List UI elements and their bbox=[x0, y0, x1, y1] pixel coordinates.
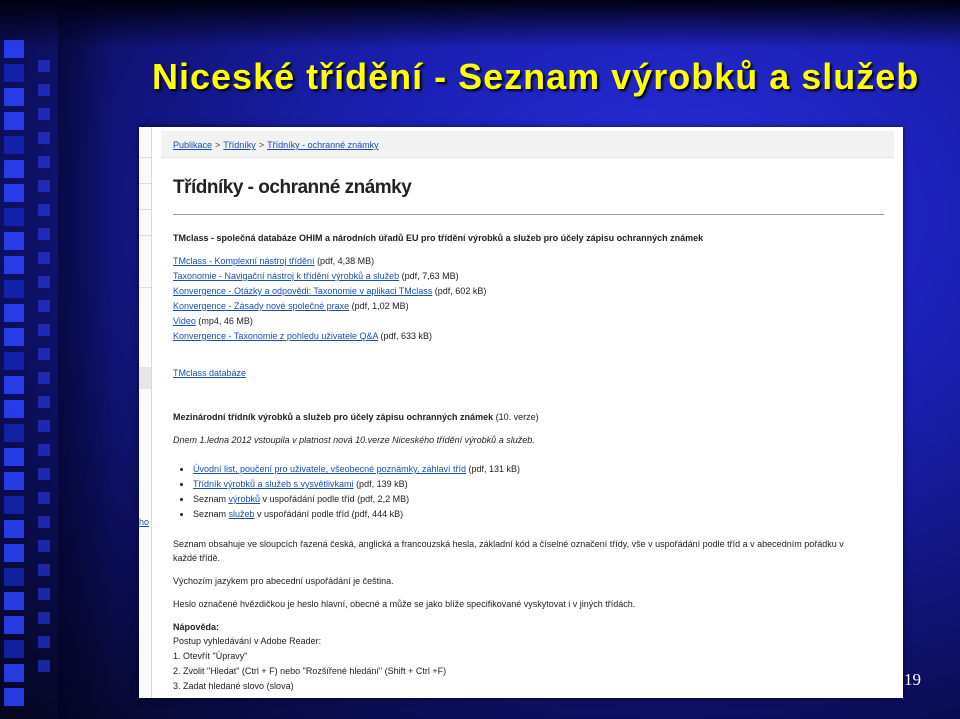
decorative-square bbox=[4, 88, 24, 106]
nice-heading bbox=[173, 412, 539, 422]
file-meta: v uspořádání podle tříd (pdf, 444 kB) bbox=[254, 509, 404, 519]
decorative-square bbox=[4, 424, 24, 442]
breadcrumb-separator: > bbox=[215, 140, 221, 150]
list-item bbox=[193, 509, 403, 519]
decorative-square bbox=[38, 540, 50, 552]
decorative-square bbox=[4, 280, 24, 298]
decorative-square bbox=[4, 232, 24, 250]
konvergence-qa-link[interactable]: Konvergence - Otázky a odpovědi: Taxonomie v aplikaci TMclass bbox=[173, 286, 433, 296]
decorative-square bbox=[4, 616, 24, 634]
decorative-square bbox=[4, 592, 24, 610]
list-item bbox=[193, 479, 408, 489]
decorative-square bbox=[4, 256, 24, 274]
decorative-square bbox=[38, 84, 50, 96]
decorative-square bbox=[38, 324, 50, 336]
decorative-square bbox=[38, 564, 50, 576]
file-meta: (mp4, 46 MB) bbox=[195, 316, 253, 326]
help-title: Nápověda: bbox=[173, 622, 220, 632]
list-item bbox=[173, 286, 486, 296]
file-meta: (pdf, 1,02 MB) bbox=[349, 301, 409, 311]
bullet-prefix: Seznam bbox=[193, 509, 229, 519]
decorative-square bbox=[4, 376, 24, 394]
decorative-square bbox=[38, 108, 50, 120]
decorative-square bbox=[4, 448, 24, 466]
decorative-square bbox=[4, 472, 24, 490]
decorative-square bbox=[4, 64, 24, 82]
description-line: Výchozím jazykem pro abecední uspořádání je čeština. bbox=[173, 576, 394, 586]
konvergence-taxonomie-link[interactable]: Konvergence - Taxonomie z pohledu uživatele Q&A bbox=[173, 331, 378, 341]
file-meta: (pdf, 4,38 MB) bbox=[314, 256, 375, 266]
decorative-square bbox=[38, 492, 50, 504]
breadcrumb-bar bbox=[161, 131, 894, 158]
sluzeb-link[interactable]: služeb bbox=[228, 509, 255, 519]
description-line: Seznam obsahuje ve sloupcích řazená česká, anglická a francouzská hesla, základní kód a číselné označení třídy, vše v uspořádání podle tříd a v abecedním pořádku v bbox=[173, 539, 844, 549]
decorative-square bbox=[38, 252, 50, 264]
page-title: Třídníky - ochranné známky bbox=[173, 177, 412, 198]
video-link[interactable]: Video bbox=[173, 316, 196, 326]
decorative-square bbox=[4, 496, 24, 514]
file-meta: (pdf, 7,63 MB) bbox=[399, 271, 459, 281]
decorative-square bbox=[38, 228, 50, 240]
description-line: Heslo označené hvězdičkou je heslo hlavní, obecné a může se jako blíže specifikované vyskytovat i v jiných třídách. bbox=[173, 599, 636, 609]
decorative-square bbox=[4, 664, 24, 682]
decorative-square bbox=[4, 568, 24, 586]
webpage-screenshot bbox=[139, 127, 903, 698]
decorative-square bbox=[38, 300, 50, 312]
decorative-square bbox=[38, 156, 50, 168]
left-nav-link[interactable]: ho bbox=[139, 517, 150, 527]
list-item bbox=[173, 368, 246, 378]
file-meta: (pdf, 602 kB) bbox=[432, 286, 487, 296]
decorative-square bbox=[38, 204, 50, 216]
list-item bbox=[173, 301, 409, 311]
decorative-square bbox=[38, 132, 50, 144]
decorative-squares-small bbox=[38, 60, 60, 680]
decorative-strip bbox=[58, 0, 114, 719]
bullet-icon bbox=[180, 483, 183, 486]
decorative-square bbox=[38, 612, 50, 624]
help-step: 2. Zvolit "Hledat" (Ctrl + F) nebo "Rozšířené hledání" (Shift + Ctrl +F) bbox=[173, 666, 447, 676]
decorative-square bbox=[4, 400, 24, 418]
nice-note: Dnem 1.ledna 2012 vstoupila v platnost nová 10.verze Niceského třídění výrobků a služeb. bbox=[173, 435, 535, 445]
breadcrumb bbox=[173, 140, 379, 150]
nice-heading-title: Mezinárodní třídník výrobků a služeb pro účely zápisu ochranných známek bbox=[173, 412, 494, 422]
decorative-square bbox=[4, 328, 24, 346]
page-number: 19 bbox=[904, 670, 921, 689]
decorative-square bbox=[38, 372, 50, 384]
tmclass-db-link[interactable]: TMclass databáze bbox=[173, 368, 247, 378]
bullet-prefix: Seznam bbox=[193, 494, 229, 504]
decorative-square bbox=[4, 184, 24, 202]
file-meta: (pdf, 139 kB) bbox=[353, 479, 408, 489]
help-intro: Postup vyhledávání v Adobe Reader: bbox=[173, 636, 322, 646]
list-item bbox=[193, 464, 520, 474]
breadcrumb-item-publikace[interactable]: Publikace bbox=[173, 140, 213, 150]
decorative-square bbox=[38, 588, 50, 600]
decorative-square bbox=[4, 160, 24, 178]
left-nav-highlight bbox=[139, 367, 151, 389]
decorative-square bbox=[38, 660, 50, 672]
uvodni-list-link[interactable]: Úvodní list, poučení pro uživatele, všeobecné poznámky, záhlaví tříd bbox=[193, 464, 466, 474]
breadcrumb-item-tridniky[interactable]: Třídníky bbox=[223, 140, 256, 150]
decorative-square bbox=[4, 112, 24, 130]
decorative-square bbox=[38, 60, 50, 72]
file-meta: v uspořádání podle tříd (pdf, 2,2 MB) bbox=[260, 494, 410, 504]
decorative-square bbox=[4, 352, 24, 370]
decorative-square bbox=[4, 544, 24, 562]
decorative-square bbox=[38, 180, 50, 192]
decorative-square bbox=[4, 520, 24, 538]
decorative-squares bbox=[4, 40, 30, 710]
vyrobku-link[interactable]: výrobků bbox=[228, 494, 261, 504]
divider bbox=[173, 214, 884, 215]
decorative-square bbox=[38, 636, 50, 648]
decorative-square bbox=[38, 468, 50, 480]
description-line: každé třídě. bbox=[173, 553, 221, 563]
help-step: 3. Zadat hledané slovo (slova) bbox=[173, 681, 294, 691]
tmclass-heading: TMclass - společná databáze OHIM a národních úřadů EU pro třídění výrobků a služeb pro účely zápisu ochranných známek bbox=[173, 233, 704, 243]
bullet-icon bbox=[180, 498, 183, 501]
tridnik-link[interactable]: Třídník výrobků a služeb s vysvětlivkami bbox=[193, 479, 354, 489]
slide-title: Niceské třídění - Seznam výrobků a služeb bbox=[152, 56, 920, 97]
tmclass-link[interactable]: TMclass - Komplexní nástroj třídění bbox=[173, 256, 315, 266]
decorative-square bbox=[4, 304, 24, 322]
decorative-square bbox=[4, 640, 24, 658]
decorative-square bbox=[38, 420, 50, 432]
file-meta: (pdf, 131 kB) bbox=[465, 464, 521, 474]
decorative-square bbox=[38, 348, 50, 360]
decorative-square bbox=[38, 276, 50, 288]
help-step: 1. Otevřít "Úpravy" bbox=[173, 651, 248, 661]
decorative-square bbox=[4, 136, 24, 154]
list-item bbox=[173, 271, 459, 281]
konvergence-zasady-link[interactable]: Konvergence - Zásady nové společné praxe bbox=[173, 301, 350, 311]
list-item bbox=[173, 256, 374, 266]
list-item bbox=[193, 494, 409, 504]
file-meta: (pdf, 633 kB) bbox=[377, 331, 432, 341]
list-item bbox=[173, 331, 432, 341]
breadcrumb-item-current[interactable]: Třídníky - ochranné známky bbox=[267, 140, 379, 150]
decorative-square bbox=[38, 516, 50, 528]
taxonomie-link[interactable]: Taxonomie - Navigační nástroj k třídění výrobků a služeb bbox=[173, 271, 400, 281]
left-nav bbox=[139, 127, 152, 698]
decorative-square bbox=[4, 208, 24, 226]
decorative-square bbox=[38, 396, 50, 408]
nice-heading-version: (10. verze) bbox=[493, 412, 539, 422]
top-band bbox=[0, 0, 960, 48]
bullet-icon bbox=[180, 468, 183, 471]
bullet-icon bbox=[180, 513, 183, 516]
breadcrumb-separator: > bbox=[258, 140, 265, 150]
decorative-square bbox=[38, 444, 50, 456]
decorative-square bbox=[4, 40, 24, 58]
decorative-square bbox=[4, 688, 24, 706]
list-item bbox=[173, 316, 253, 326]
